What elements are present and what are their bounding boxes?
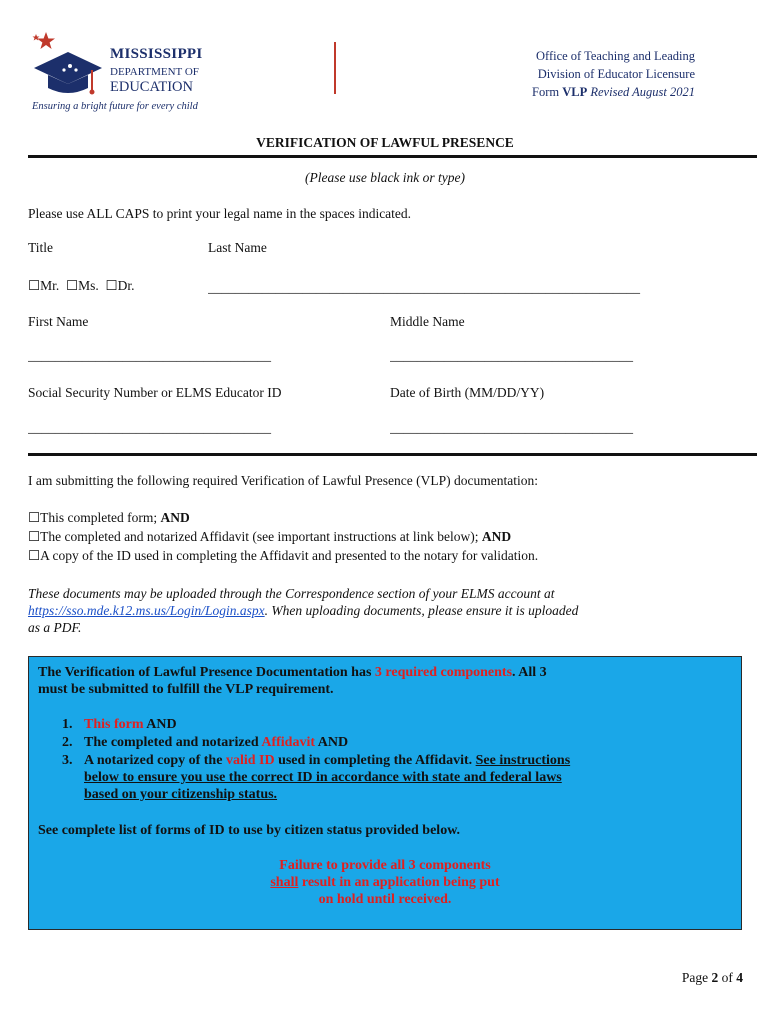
page-prefix: Page <box>681 970 712 985</box>
box-item-3-u1: See instructions <box>475 753 571 768</box>
failure-shall: shall <box>270 875 299 890</box>
upload-note-part3: as a PDF. <box>28 620 82 635</box>
box-failure-warning <box>29 857 741 908</box>
first-name-field[interactable]: ____________________________________ <box>28 348 271 363</box>
vlp-requirements-box <box>28 656 742 930</box>
box-item-1-num: 1. <box>62 717 73 732</box>
submit-item-form[interactable] <box>28 510 190 526</box>
submit-item-id[interactable]: ☐A copy of the ID used in completing the Affidavit and presented to the notary for validation. <box>28 548 539 563</box>
submit-item-form-and: AND <box>160 510 190 525</box>
page-of: of <box>718 970 737 985</box>
title-label: Title <box>28 240 54 255</box>
page-total: 4 <box>736 970 743 985</box>
submit-item-form-text: ☐This completed form; <box>28 510 161 525</box>
mde-logo <box>30 32 230 120</box>
graduation-cap-star-icon <box>30 32 110 100</box>
last-name-label: Last Name <box>208 240 267 255</box>
first-name-label: First Name <box>28 314 89 329</box>
instruction-ink: (Please use black ink or type) <box>304 170 466 185</box>
title-rule <box>28 155 757 158</box>
ssn-field[interactable]: ____________________________________ <box>28 420 271 435</box>
box-item-2-red: Affidavit <box>261 735 316 750</box>
box-item-2-text <box>84 734 348 751</box>
section-rule <box>28 453 757 456</box>
upload-note-part1: These documents may be uploaded through the Correspondence section of your ELMS account at <box>28 586 555 601</box>
checkbox-dr[interactable]: ☐Dr. <box>105 278 135 293</box>
box-item-3-u3: based on your citizenship status. <box>84 787 278 802</box>
form-revised: Revised August 2021 <box>587 85 695 99</box>
box-intro-line2: must be submitted to fulfill the VLP requirement. <box>38 682 334 697</box>
box-item-3-num: 3. <box>62 753 73 768</box>
office-line-1: Office of Teaching and Leading <box>535 49 695 63</box>
checkbox-ms[interactable]: ☐Ms. <box>65 278 99 293</box>
box-item-3-red: valid ID <box>225 753 275 768</box>
box-item-3-text <box>84 752 734 803</box>
form-revision <box>440 83 695 101</box>
dob-field[interactable]: ____________________________________ <box>390 420 633 435</box>
box-intro-red: 3 required components <box>374 665 513 680</box>
box-item-1-text <box>84 716 177 733</box>
page-number <box>682 970 743 986</box>
submitting-intro: I am submitting the following required Verification of Lawful Presence (VLP) documentation: <box>28 473 538 488</box>
upload-note-part2: . When uploading documents, please ensure it is uploaded <box>264 603 579 618</box>
box-item-3-rest: used in completing the Affidavit. <box>274 753 476 768</box>
logo-line-3: EDUCATION <box>110 79 193 95</box>
box-item-1 <box>62 716 73 733</box>
office-info <box>440 47 695 101</box>
checkbox-mr[interactable]: ☐Mr. <box>28 278 60 293</box>
form-title: VERIFICATION OF LAWFUL PRESENCE <box>256 135 514 150</box>
box-intro <box>38 664 728 698</box>
box-item-2-pre: The completed and notarized <box>84 735 262 750</box>
box-item-3-pre: A notarized copy of the <box>84 753 226 768</box>
title-options <box>28 278 134 294</box>
box-intro-a: The Verification of Lawful Presence Documentation has <box>38 665 375 680</box>
logo-line-2: DEPARTMENT OF <box>110 66 199 78</box>
failure-line-3: on hold until received. <box>318 892 452 907</box>
form-prefix: Form <box>532 85 563 99</box>
middle-name-label: Middle Name <box>390 314 465 329</box>
box-item-2-num: 2. <box>62 735 73 750</box>
submit-item-affidavit[interactable] <box>28 529 511 545</box>
middle-name-field[interactable]: ____________________________________ <box>390 348 633 363</box>
instruction-caps: Please use ALL CAPS to print your legal name in the spaces indicated. <box>28 206 412 221</box>
logo-tagline: Ensuring a bright future for every child <box>32 101 198 112</box>
box-item-2-rest: AND <box>315 735 349 750</box>
form-code: VLP <box>562 85 588 99</box>
submit-item-affidavit-text: ☐The completed and notarized Affidavit (see important instructions at link below); <box>28 529 482 544</box>
dob-label: Date of Birth (MM/DD/YY) <box>390 385 545 400</box>
box-item-1-rest: AND <box>143 717 177 732</box>
office-line-2: Division of Educator Licensure <box>537 67 695 81</box>
box-item-1-red: This form <box>84 717 144 732</box>
box-item-2 <box>62 734 73 751</box>
box-see-list: See complete list of forms of ID to use by citizen status provided below. <box>38 823 461 838</box>
last-name-field[interactable]: ________________________________________________________________ <box>208 280 640 295</box>
box-intro-b: . All 3 <box>512 665 547 680</box>
box-item-3-u2: below to ensure you use the correct ID in accordance with state and federal laws <box>84 770 562 785</box>
page-current: 2 <box>711 970 719 985</box>
failure-line-1: Failure to provide all 3 components <box>279 858 491 873</box>
upload-note <box>28 585 738 636</box>
elms-login-link[interactable]: https://sso.mde.k12.ms.us/Login/Login.aspx <box>28 603 265 618</box>
box-item-3 <box>62 752 73 769</box>
header-divider <box>334 42 336 94</box>
submit-item-affidavit-and: AND <box>481 529 512 544</box>
failure-line-2: result in an application being put <box>298 875 500 890</box>
logo-line-1: MISSISSIPPI <box>110 46 203 62</box>
ssn-label: Social Security Number or ELMS Educator ID <box>28 385 282 400</box>
